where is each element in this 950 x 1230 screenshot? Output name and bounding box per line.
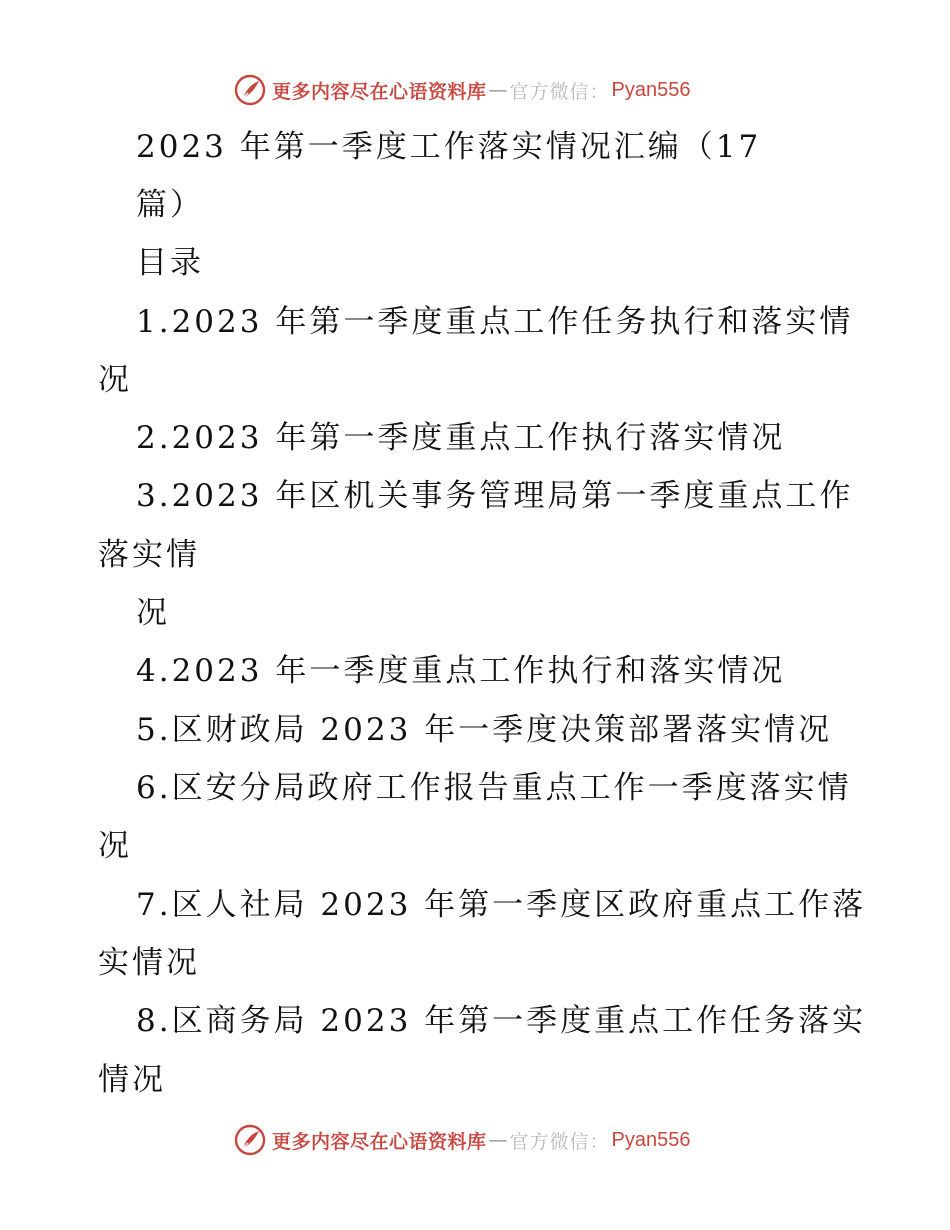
toc-heading: 目录 — [136, 245, 204, 281]
banner-wechat-id: Pyan556 — [611, 78, 691, 101]
toc-item-8-cont: 情况 — [98, 1062, 166, 1098]
toc-item-7: 7.区人社局 2023 年第一季度区政府重点工作落 — [136, 887, 867, 923]
document-title-line-2: 篇） — [136, 187, 204, 223]
toc-item-4: 4.2023 年一季度重点工作执行和落实情况 — [136, 653, 786, 689]
banner-official-label: 官方微信： — [509, 1130, 610, 1153]
toc-item-3-cont-2: 况 — [136, 595, 170, 631]
banner-text: 更多内容尽在心语资料库 — [272, 80, 487, 103]
toc-item-1-cont: 况 — [98, 362, 132, 398]
quill-logo-icon — [234, 1124, 266, 1156]
toc-item-7-cont: 实情况 — [98, 945, 200, 981]
toc-item-6: 6.区安分局政府工作报告重点工作一季度落实情 — [136, 770, 852, 806]
header-banner — [234, 73, 691, 107]
footer-banner — [234, 1123, 691, 1157]
banner-dash: — — [488, 1129, 508, 1151]
toc-item-3: 3.2023 年区机关事务管理局第一季度重点工作 — [136, 478, 854, 514]
toc-item-3-cont: 落实情 — [98, 537, 200, 573]
toc-item-5: 5.区财政局 2023 年一季度决策部署落实情况 — [136, 712, 833, 748]
toc-item-2: 2.2023 年第一季度重点工作执行落实情况 — [136, 420, 786, 456]
document-title-line-1: 2023 年第一季度工作落实情况汇编（17 — [136, 129, 762, 165]
banner-wechat-id: Pyan556 — [611, 1128, 691, 1151]
banner-dash: — — [488, 79, 508, 101]
toc-item-1: 1.2023 年第一季度重点工作任务执行和落实情 — [136, 304, 854, 340]
quill-logo-icon — [234, 74, 266, 106]
banner-official-label: 官方微信： — [509, 80, 610, 103]
toc-item-8: 8.区商务局 2023 年第一季度重点工作任务落实 — [136, 1003, 867, 1039]
toc-item-6-cont: 况 — [98, 828, 132, 864]
banner-text: 更多内容尽在心语资料库 — [272, 1130, 487, 1153]
